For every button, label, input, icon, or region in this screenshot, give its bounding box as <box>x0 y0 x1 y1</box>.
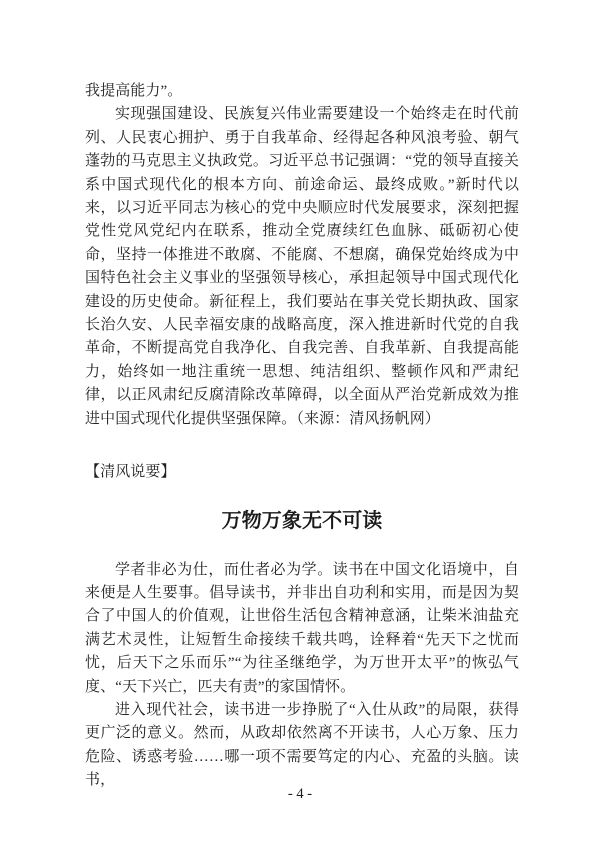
article-title: 万物万象无不可读 <box>221 509 383 532</box>
article-paragraph-1: 学者非必为仕，而仕者必为学。读书在中国文化语境中，自来便是人生要事。倡导读书，并非出自功利和实用，而是因为契合了中国人的价值观，让世俗生活包含精神意涵，让柴米油盐充满艺术灵性，让短暂生命接续千载共鸣，诠释着“先天下之忧而忧，后天下之乐而乐”“为往圣继绝学，为万世开太平”的恢弘气度、“天下兴亡，匹夫有责”的家国情怀。 <box>85 561 519 695</box>
paragraph-carryover: 我提高能力”。 <box>85 83 183 99</box>
document-body <box>85 80 519 793</box>
section-label: 【清风说要】 <box>85 464 176 481</box>
page-number: - 4 - <box>287 786 313 802</box>
paragraph-main: 实现强国建设、民族复兴伟业需要建设一个始终走在时代前列、人民衷心拥护、勇于自我革命、经得起各种风浪考验、朝气蓬勃的马克思主义执政党。习近平总书记强调：“党的领导直接关系中国式现代化的根本方向、前途命运、最终成败。”新时代以来，以习近平同志为核心的党中央顺应时代发展要求，深刻把握党性党风党纪内在联系，推动全党赓续红色血脉、砥砺初心使命，坚持一体推进不敢腐、不能腐、不想腐，确保党始终成为中国特色社会主义事业的坚强领导核心，承担起领导中国式现代化建设的历史使命。新征程上，我们要站在事关党长期执政、国家长治久安、人民幸福安康的战略高度，深入推进新时代党的自我革命，不断提高党自我净化、自我完善、自我革新、自我提高能力，始终如一地注重统一思想、纯洁组织、整顿作风和严肃纪律，以正风肃纪反腐清除改革障碍，以全面从严治党新成效为推进中国式现代化提供坚强保障。（来源：清风扬帆网） <box>85 106 519 427</box>
article-paragraph-2: 进入现代社会，读书进一步挣脱了“入仕从政”的局限，获得更广泛的意义。然而，从政却依然离不开读书，人心万象、压力危险、诱惑考验……哪一项不需要笃定的内心、充盈的头脑。读书， <box>85 701 519 789</box>
